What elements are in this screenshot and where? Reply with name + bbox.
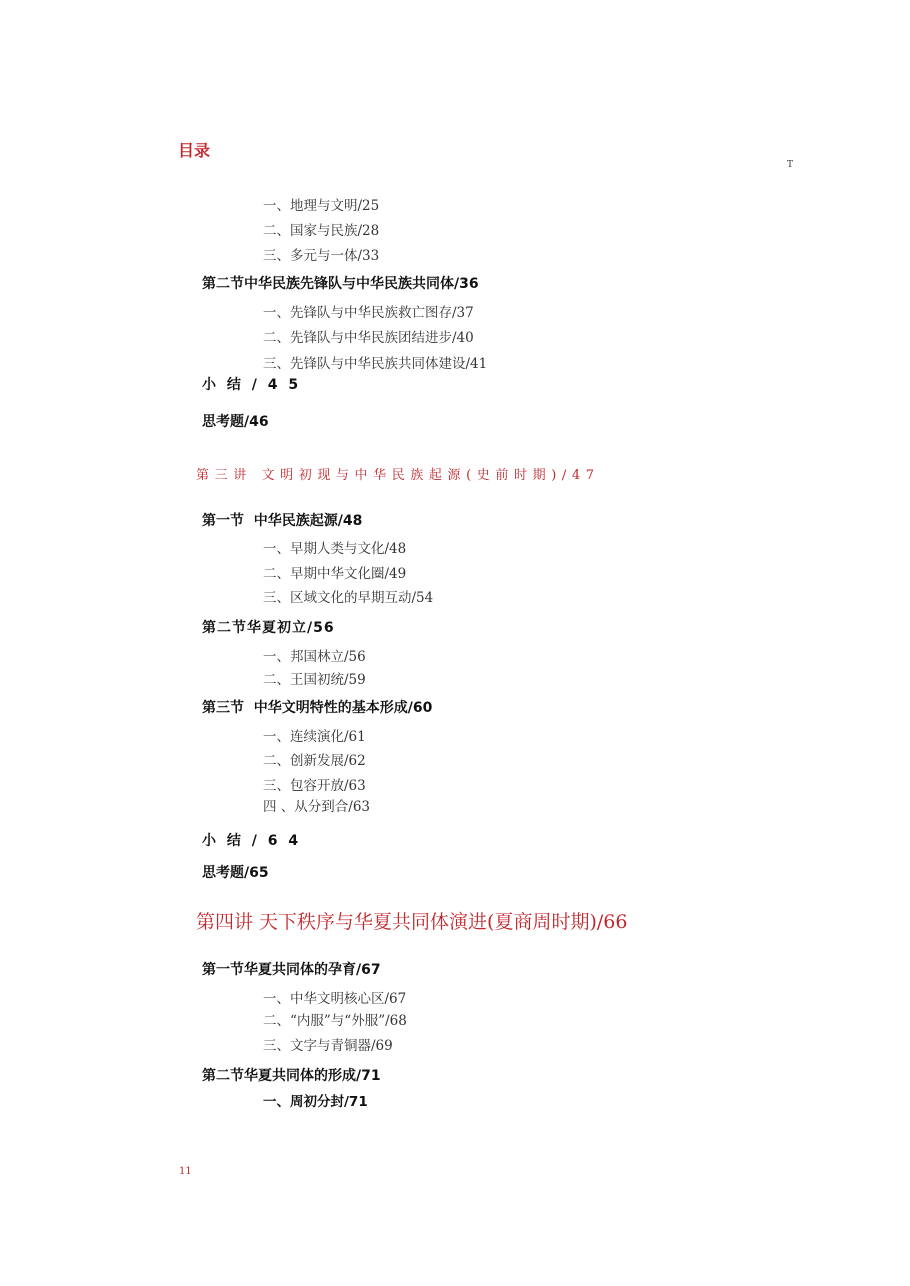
toc-entry: 二、创新发展/62: [263, 753, 366, 769]
toc-entry: 二、王国初统/59: [263, 672, 366, 688]
corner-mark: T: [787, 160, 794, 170]
toc-entry: 三、先锋队与中华民族共同体建设/41: [263, 356, 488, 372]
toc-entry: 二、国家与民族/28: [263, 223, 380, 239]
toc-entry: 一、邦国林立/56: [263, 649, 366, 665]
toc-section: 第一节华夏共同体的孕育/67: [202, 962, 381, 978]
toc-lecture-heading: 第四讲 天下秩序与华夏共同体演进(夏商周时期)/66: [196, 911, 628, 933]
toc-section: 第三节 中华文明特性的基本形成/60: [202, 700, 433, 716]
toc-entry: 三、区域文化的早期互动/54: [263, 590, 434, 606]
toc-title: 目录: [178, 141, 211, 160]
toc-entry: 二、先锋队与中华民族团结进步/40: [263, 330, 474, 346]
toc-summary: 小 结 / 6 4: [202, 833, 302, 849]
toc-entry: 一、周初分封/71: [263, 1094, 368, 1110]
toc-section: 第二节华夏共同体的形成/71: [202, 1068, 381, 1084]
toc-entry: 二、“内服”与“外服”/68: [263, 1013, 407, 1029]
toc-section: 第二节华夏初立/56: [202, 620, 335, 636]
toc-entry: 一、地理与文明/25: [263, 198, 380, 214]
toc-entry: 一、早期人类与文化/48: [263, 541, 407, 557]
toc-entry: 一、中华文明核心区/67: [263, 991, 407, 1007]
toc-entry: 一、连续演化/61: [263, 729, 366, 745]
toc-questions: 思考题/46: [202, 414, 269, 430]
toc-entry: 一、先锋队与中华民族救亡图存/37: [263, 305, 474, 321]
toc-entry: 三、文字与青铜器/69: [263, 1038, 393, 1054]
toc-section: 第一节 中华民族起源/48: [202, 513, 363, 529]
toc-lecture-heading: 第三讲 文明初现与中华民族起源(史前时期)/47: [196, 468, 600, 483]
toc-entry: 四 、从分到合/63: [263, 799, 371, 815]
toc-summary: 小 结 / 4 5: [202, 377, 302, 393]
toc-entry: 二、早期中华文化圈/49: [263, 566, 407, 582]
toc-questions: 思考题/65: [202, 865, 269, 881]
toc-entry: 三、多元与一体/33: [263, 248, 380, 264]
toc-entry: 三、包容开放/63: [263, 778, 366, 794]
toc-section: 第二节中华民族先锋队与中华民族共同体/36: [202, 276, 479, 292]
page-number: 11: [179, 1166, 192, 1177]
